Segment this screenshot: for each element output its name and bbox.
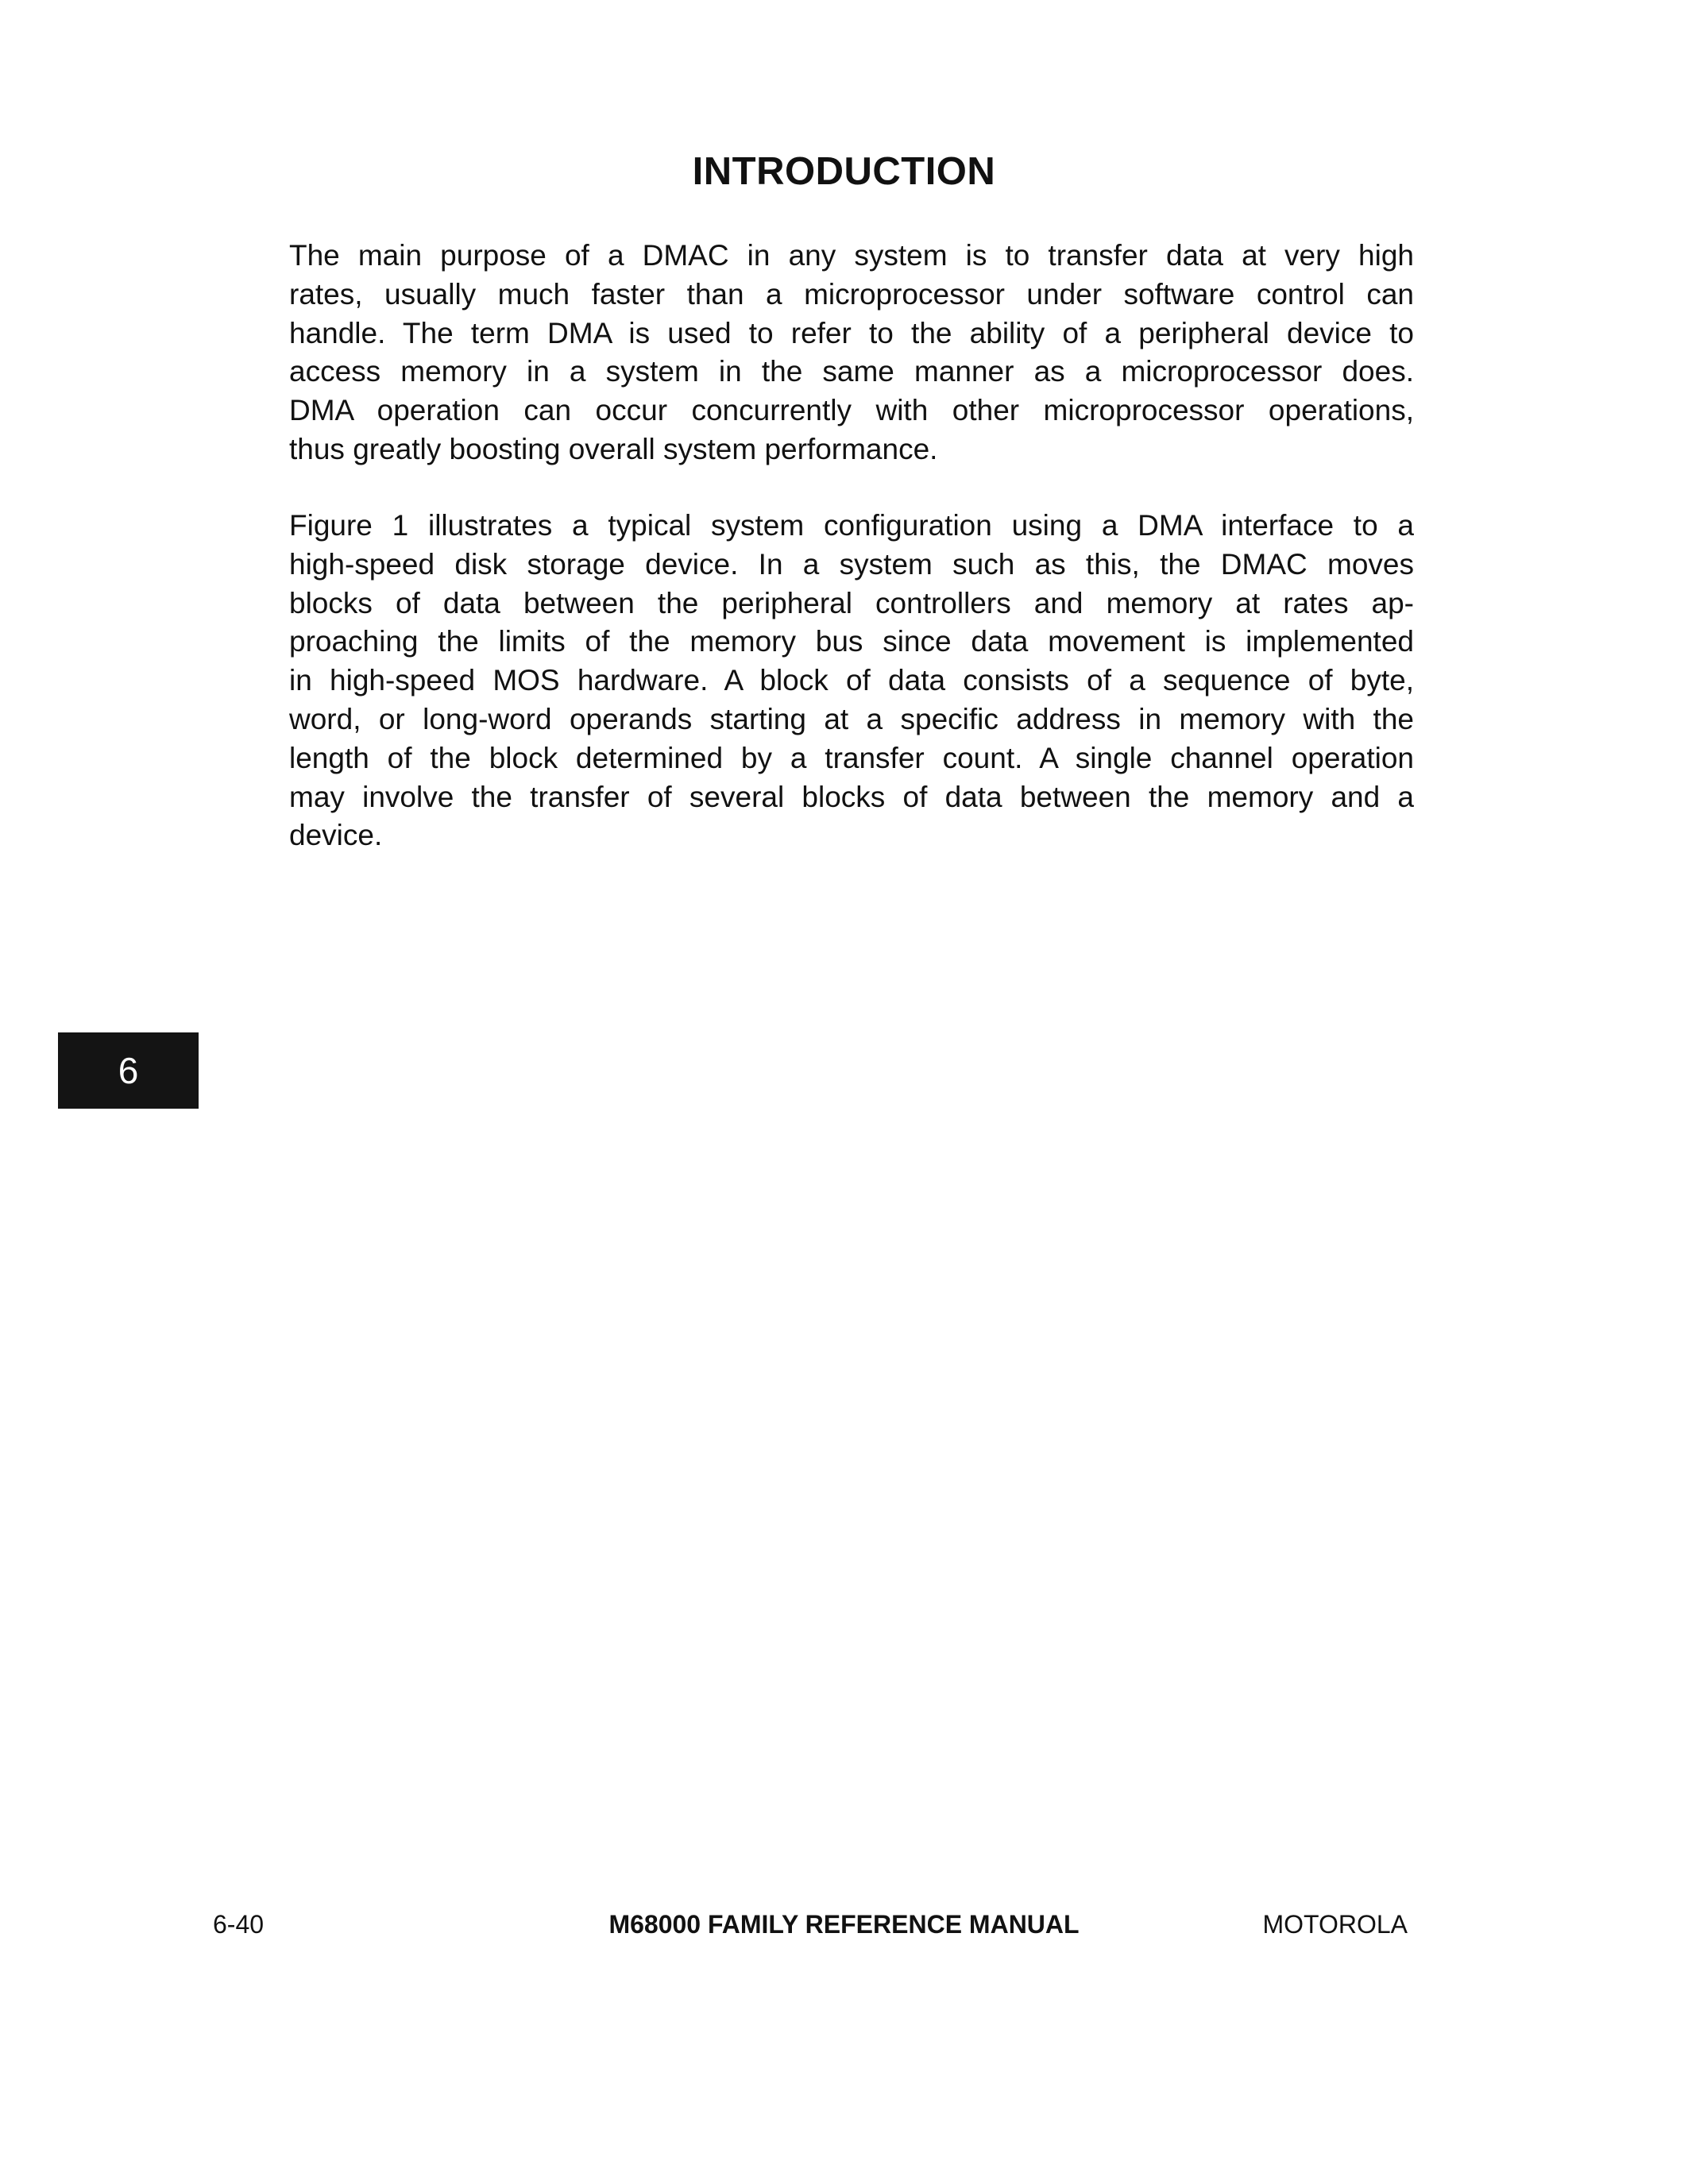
text-line: The main purpose of a DMAC in any system is to transfer data at very high	[289, 239, 1414, 272]
paragraph-figure-description	[289, 507, 1414, 855]
text-line: length of the block determined by a transfer count. A single channel operation	[289, 741, 1414, 774]
text-line: proaching the limits of the memory bus since data movement is implemented	[289, 625, 1414, 658]
text-line: blocks of data between the peripheral controllers and memory at rates ap-	[289, 586, 1414, 619]
footer-publisher: MOTOROLA	[1262, 1910, 1408, 1939]
footer-page-number: 6-40	[213, 1910, 265, 1939]
text-line: access memory in a system in the same manner as a microprocessor does.	[289, 355, 1414, 388]
text-line: high-speed disk storage device. In a system such as this, the DMAC moves	[289, 547, 1414, 581]
text-line: device.	[289, 819, 383, 852]
footer-manual-title: M68000 FAMILY REFERENCE MANUAL	[608, 1910, 1080, 1939]
text-line: in high-speed MOS hardware. A block of data consists of a sequence of byte,	[289, 664, 1414, 697]
section-tab-marker: 6	[58, 1032, 199, 1109]
paragraph-intro	[289, 237, 1414, 469]
text-line: may involve the transfer of several blocks of data between the memory and a	[289, 780, 1414, 813]
text-line: thus greatly boosting overall system performance.	[289, 432, 938, 465]
text-line: rates, usually much faster than a microprocessor under software control can	[289, 277, 1414, 311]
text-line: DMA operation can occur concurrently with other microprocessor operations,	[289, 394, 1414, 427]
text-line: Figure 1 illustrates a typical system configuration using a DMA interface to a	[289, 509, 1414, 542]
page-title: INTRODUCTION	[692, 150, 996, 193]
text-line: word, or long-word operands starting at a specific address in memory with the	[289, 702, 1414, 735]
text-line: handle. The term DMA is used to refer to the ability of a peripheral device to	[289, 316, 1414, 349]
